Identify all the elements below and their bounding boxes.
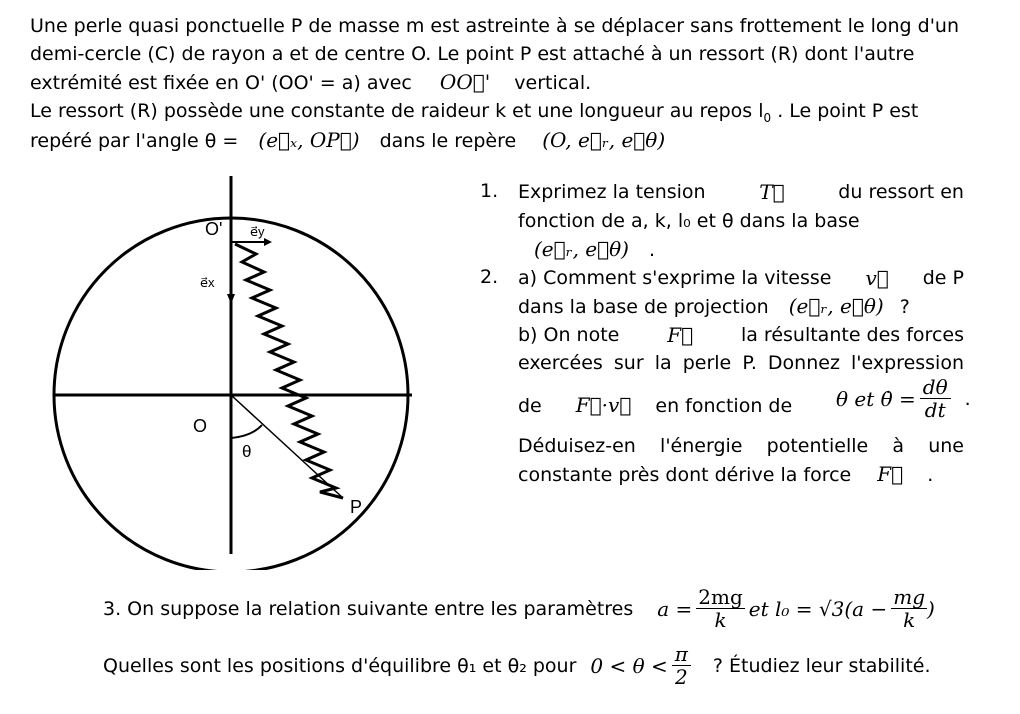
q2-line-1-end: de P	[922, 267, 964, 289]
q2-line-3-end: la résultante des forces	[740, 324, 964, 346]
q2-force-vector-2: F⃗	[877, 462, 904, 486]
intro-angle-def: (e⃗ₓ, OP⃗)	[258, 128, 360, 152]
q2-line-7	[518, 462, 933, 487]
intro-line-1: Une perle quasi ponctuelle P de masse m est astreinte à se déplacer sans frottement le long d'un	[30, 15, 960, 37]
q3-frac3-den: 2	[674, 665, 688, 689]
q2-line-6: Déduisez-en l'énergie potentielle à une	[518, 435, 964, 457]
q3-fraction-2	[891, 586, 927, 631]
intro-line-5	[30, 128, 665, 153]
figure	[40, 170, 480, 570]
q3-close-paren: )	[927, 596, 935, 621]
q2-number: 2.	[480, 266, 499, 288]
q2-line-5	[518, 393, 792, 418]
q1-tension-vector: T⃗	[759, 180, 785, 204]
q2-frac-num: dθ	[920, 376, 951, 399]
q2-line-5-mid: en fonction de	[655, 395, 793, 417]
q3-frac2-den: k	[903, 608, 916, 632]
q3-frac1-num: 2mg	[698, 585, 743, 609]
q3-frac2-num: mg	[893, 585, 926, 609]
intro-line-3-end: vertical.	[514, 72, 592, 94]
q3-line-1	[103, 586, 935, 631]
q3-l0-eq: et l₀ = √3(a −	[748, 596, 888, 621]
intro-line-3	[30, 70, 591, 95]
q3-question: Quelles sont les positions d'équilibre θ₁ et θ₂ pour	[103, 654, 577, 677]
q3-frac3-num: π	[672, 643, 691, 666]
q2-theta-dot	[836, 376, 971, 421]
q2-theta-def: θ et θ̇ =	[836, 386, 916, 411]
q2-force-vector: F⃗	[667, 323, 694, 347]
q3-fraction-1	[696, 586, 745, 631]
intro-line-4	[30, 99, 918, 130]
intro-vector-oo: OO⃗'	[439, 70, 491, 94]
q2-qmark: ?	[899, 296, 910, 318]
q2-line-4: exercées sur la perle P. Donnez l'expression	[518, 352, 964, 374]
label-ey: e⃗y	[250, 224, 265, 239]
q2-line-5-de: de	[518, 395, 542, 417]
label-theta: θ	[242, 442, 252, 461]
q3-range: 0 < θ <	[590, 653, 668, 678]
q3-text: 3. On suppose la relation suivante entre les paramètres	[103, 597, 634, 620]
q3-frac1-den: k	[714, 608, 727, 632]
q2-base: (e⃗ᵣ, e⃗θ)	[788, 294, 884, 318]
q1-line-2: fonction de a, k, l₀ et θ dans la base	[518, 210, 860, 232]
ey-arrowhead	[264, 238, 272, 246]
intro-line-5-mid: dans le repère	[379, 130, 517, 152]
intro-line-5-text: repéré par l'angle θ =	[30, 130, 239, 152]
q1-period: .	[649, 239, 656, 261]
q3-fraction-3	[672, 643, 691, 688]
intro-line-4-end: . Le point P est	[777, 100, 919, 122]
q3-a-eq: a =	[657, 596, 693, 621]
q2-line-3	[518, 323, 964, 347]
q3-line-2	[103, 643, 931, 688]
q2-line-3-text: b) On note	[518, 324, 620, 346]
q2-line-1	[518, 266, 964, 290]
q3-stability: ? Étudiez leur stabilité.	[712, 654, 931, 677]
q2-line-2	[518, 294, 910, 319]
q2-line-1-text: a) Comment s'exprime la vitesse	[518, 267, 832, 289]
q1-line-1-text: Exprimez la tension	[518, 181, 706, 203]
q2-line-5-end: .	[964, 387, 971, 410]
label-p: P	[350, 497, 363, 517]
q2-fraction	[920, 376, 951, 421]
intro-line-3-text: extrémité est fixée en O' (OO' = a) avec	[30, 72, 412, 94]
q2-power: F⃗·v⃗	[575, 393, 632, 417]
q1-line-3	[534, 237, 655, 262]
q1-number: 1.	[480, 180, 499, 202]
q1-line-1-end: du ressort en	[838, 181, 964, 203]
intro-line-2: demi-cercle (C) de rayon a et de centre O. Le point P est attaché à un ressort (R) dont l'autre	[30, 43, 915, 65]
q1-line-1	[518, 180, 964, 204]
q2-velocity-vector: v⃗	[865, 266, 889, 290]
q1-base: (e⃗ᵣ, e⃗θ)	[534, 237, 629, 261]
label-ex: e⃗x	[200, 275, 215, 290]
q2-line-7-text: constante près dont dérive la force	[518, 464, 852, 486]
angle-arc	[231, 425, 262, 438]
intro-frame: (O, e⃗ᵣ, e⃗θ)	[542, 128, 666, 152]
ex-arrowhead	[227, 294, 235, 304]
q2-frac-den: dt	[924, 398, 946, 422]
label-o-prime: O'	[205, 219, 223, 239]
intro-l0-subscript: 0	[763, 110, 772, 125]
label-o: O	[193, 416, 208, 436]
q2-line-7-end: .	[927, 464, 934, 486]
q2-line-2-text: dans la base de projection	[518, 296, 769, 318]
intro-line-4-text: Le ressort (R) possède une constante de raideur k et une longueur au repos l	[30, 100, 764, 122]
